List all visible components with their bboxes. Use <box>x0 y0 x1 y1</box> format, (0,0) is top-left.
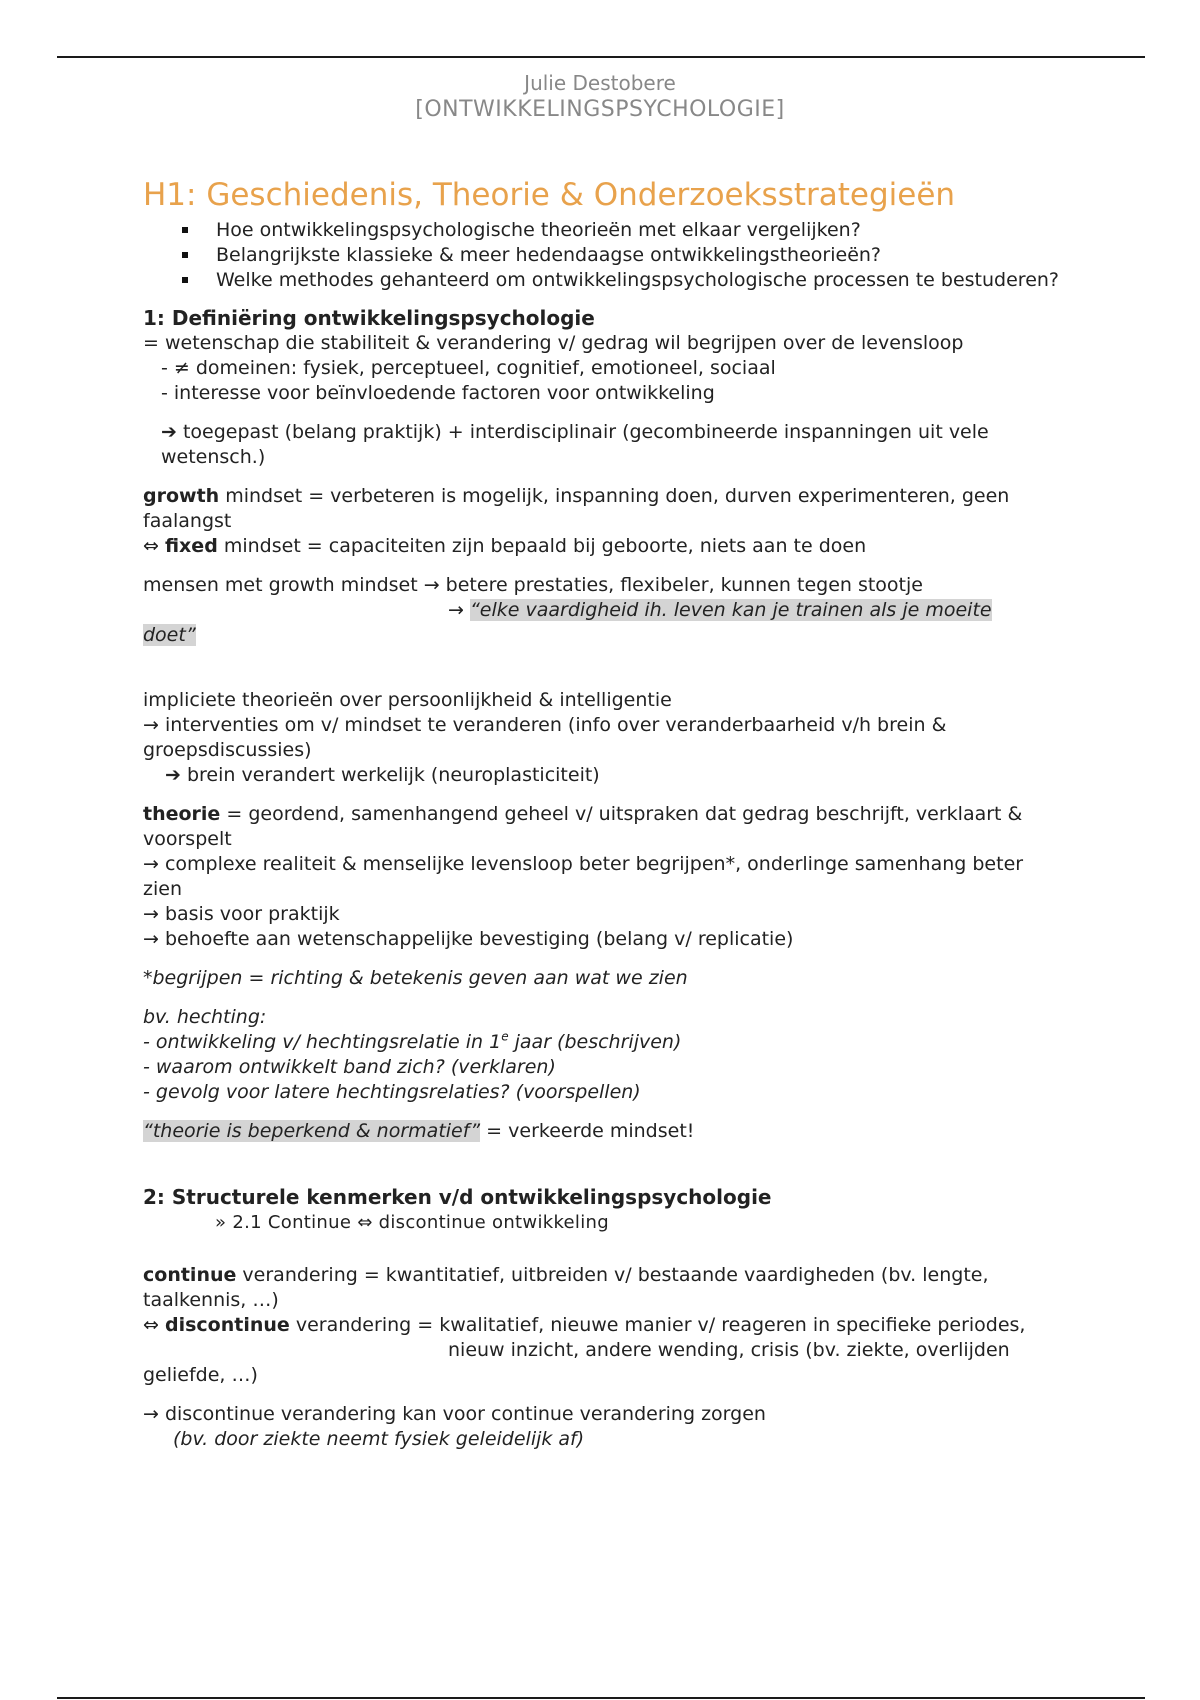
equivalence-icon: ⇔ <box>143 1314 165 1336</box>
subsection-heading: » 2.1 Continue ⇔ discontinue ontwikkeling <box>215 1212 609 1233</box>
fixed-mindset <box>143 534 1063 559</box>
chapter-title: H1: Geschiedenis, Theorie & Onderzoeksstrategieën <box>143 177 956 213</box>
interventions: → interventies om v/ mindset te veranderen (info over veranderbaarheid v/h brein & groepsdiscussies) <box>143 714 947 761</box>
section-1-heading: 1: Definiëring ontwikkelingspsychologie <box>143 306 595 330</box>
theory-text: = geordend, samenhangend geheel v/ uitspraken dat gedrag beschrijft, verklaart & voorspelt <box>143 803 1023 850</box>
factors-bullet: - interesse voor beïnvloedende factoren voor ontwikkeling <box>161 382 715 404</box>
header-rule <box>57 56 1145 58</box>
highlighted-quote-end: doet” <box>143 624 196 646</box>
final-example: (bv. door ziekte neemt fysiek geleidelijk af) <box>173 1428 585 1450</box>
brain-text: brein verandert werkelijk (neuroplasticiteit) <box>186 764 600 786</box>
example-text: jaar (beschrijven) <box>508 1031 682 1053</box>
misconception-text: = verkeerde mindset! <box>480 1120 695 1142</box>
continuous-term: continue <box>143 1264 237 1286</box>
list-item: Belangrijkste klassieke & meer hedendaagse ontwikkelingstheorieën? <box>216 243 1063 268</box>
quote-line-end <box>143 623 1063 648</box>
footer-rule <box>57 1697 1145 1699</box>
arrow-icon: ➔ <box>165 764 181 786</box>
definition: = wetenschap die stabiliteit & verandering v/ gedrag wil begrijpen over de levensloop <box>143 332 964 354</box>
growth-effects: mensen met growth mindset → betere prestaties, flexibeler, kunnen tegen stootje <box>143 574 923 596</box>
quote-line <box>143 598 1063 623</box>
equivalence-icon: ⇔ <box>143 535 165 557</box>
continuous-text: verandering = kwantitatief, uitbreiden v/ bestaande vaardigheden (bv. lengte, taalkennis, …) <box>143 1264 989 1311</box>
example-item: - waarom ontwikkelt band zich? (verklaren) <box>143 1056 556 1078</box>
discontinuous-text: verandering = kwalitatief, nieuwe manier v/ reageren in specifieke periodes, <box>289 1314 1026 1336</box>
implicit-theories: impliciete theorieën over persoonlijkheid & intelligentie <box>143 689 672 711</box>
list-item: Hoe ontwikkelingspsychologische theorieën met elkaar vergelijken? <box>216 218 1063 243</box>
highlighted-quote: “elke vaardigheid ih. leven kan je trainen als je moeite <box>469 599 992 621</box>
arrow-icon: ➔ <box>161 421 177 443</box>
fixed-text: mindset = capaciteiten zijn bepaald bij geboorte, niets aan te doen <box>217 535 867 557</box>
continuous-change <box>143 1263 1063 1313</box>
example-item <box>143 1030 1063 1055</box>
applied-text: toegepast (belang praktijk) + interdisciplinair (gecombineerde inspanningen uit vele wetensch.) <box>161 421 989 468</box>
discontinuous-change <box>143 1313 1063 1338</box>
list-item: Welke methodes gehanteerd om ontwikkelingspsychologische processen te bestuderen? <box>216 268 1063 293</box>
discontinuous-continued-end: geliefde, …) <box>143 1364 258 1386</box>
example-title: bv. hechting: <box>143 1006 267 1028</box>
misconception <box>143 1119 1063 1144</box>
header-course: [ONTWIKKELINGSPSYCHOLOGIE] <box>415 97 785 122</box>
brain-note <box>143 763 1063 788</box>
section-2-heading: 2: Structurele kenmerken v/d ontwikkelingspsychologie <box>143 1185 772 1209</box>
theory-definition <box>143 802 1063 852</box>
final-note: → discontinue verandering kan voor continue verandering zorgen <box>143 1403 766 1425</box>
theory-point: → complexe realiteit & menselijke levensloop beter begrijpen*, onderlinge samenhang beter zien <box>143 853 1024 900</box>
discontinuous-term: discontinue <box>164 1314 290 1336</box>
growth-text: mindset = verbeteren is mogelijk, inspanning doen, durven experimenteren, geen faalangst <box>143 485 1010 532</box>
theory-point: → behoefte aan wetenschappelijke bevestiging (belang v/ replicatie) <box>143 928 794 950</box>
theory-term: theorie <box>143 803 221 825</box>
example-text: - ontwikkeling v/ hechtingsrelatie in 1 <box>143 1031 502 1053</box>
theory-point: → basis voor praktijk <box>143 903 340 925</box>
discontinuous-continued: nieuw inzicht, andere wending, crisis (bv. ziekte, overlijden <box>448 1339 1010 1361</box>
domains-bullet: - ≠ domeinen: fysiek, perceptueel, cognitief, emotioneel, sociaal <box>161 357 776 379</box>
fixed-term: fixed <box>164 535 218 557</box>
growth-mindset <box>143 484 1063 534</box>
superscript: e <box>501 1029 509 1044</box>
header-author: Julie Destobere <box>524 71 676 95</box>
highlighted-misconception: “theorie is beperkend & normatief” <box>143 1120 481 1142</box>
example-item: - gevolg voor latere hechtingsrelaties? (voorspellen) <box>143 1081 641 1103</box>
growth-term: growth <box>143 485 220 507</box>
applied-note <box>143 420 1063 470</box>
page-content <box>143 174 1063 1452</box>
arrow-icon: → <box>448 599 470 621</box>
footnote: *begrijpen = richting & betekenis geven aan wat we zien <box>143 967 688 989</box>
learning-goals-list <box>143 218 1063 293</box>
